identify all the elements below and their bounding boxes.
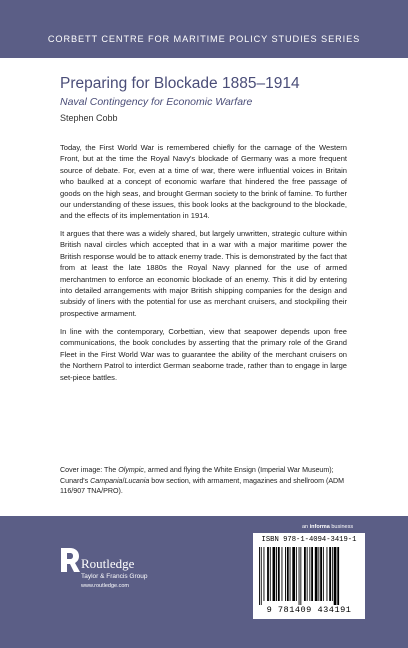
credit-mid: , armed and flying the White Ensign (Imperial War Museum); Cunard's: [60, 466, 334, 485]
book-title: Preparing for Blockade 1885–1914: [60, 75, 300, 92]
credit-suffix: bow section, with armament, magazines and shellroom (ADM 116/907 TNA/PRO).: [60, 476, 345, 495]
author-name: Stephen Cobb: [60, 113, 118, 123]
credit-ship-olympic: Olympic: [118, 466, 144, 474]
barcode-bar: [337, 547, 339, 605]
barcode-bar: [267, 547, 269, 601]
barcode-digits: 9 781409 434191: [266, 605, 352, 615]
barcode-bar: [299, 547, 300, 605]
barcode-bar: [296, 547, 297, 601]
credit-slash: /: [122, 476, 125, 485]
barcode-bar: [282, 547, 283, 601]
barcode-bar: [273, 547, 276, 601]
blurb-paragraph-3: In line with the contemporary, Corbettian, view that seapower depends upon free communications, the book concludes by asserting that the primary role of the Grand Fleet in the First World War was to guarantee the ability of the merchant cruisers on the Northern Patrol to interdict German seaborne trade, rather than to engage in large set-piece battles.: [60, 327, 347, 382]
barcode-bar: [278, 547, 280, 601]
barcode-bar: [300, 547, 301, 605]
credit-ship-lucania: Lucania: [124, 476, 150, 485]
routledge-logo-icon: [59, 542, 81, 586]
barcode-icon: [259, 547, 359, 605]
barcode-bar: [309, 547, 310, 601]
barcode-bar: [327, 547, 328, 601]
barcode-bar: [259, 547, 260, 605]
informa-prefix: an: [302, 524, 310, 530]
barcode-bar: [285, 547, 286, 601]
barcode-bar: [307, 547, 308, 601]
cover-credit: [60, 465, 360, 497]
blurb-paragraph-1: Today, the First World War is remembered chiefly for the carnage of the Western Front, but at the time the Royal Navy's blockade of Germany was a more frequent source of debate. For, even at a time of war, there were influential voices in Britain who baulked at a concept of economic warfare that hindered the free passage of goods on the high seas, and brought German society to the brink of famine. To further our understanding of these issues, this book looks at the background to the blockade, and the effects of its implementation in 1914.: [60, 143, 347, 221]
series-title: CORBETT CENTRE FOR MARITIME POLICY STUDIES SERIES: [47, 34, 361, 44]
informa-tagline: [302, 524, 353, 530]
barcode-panel: [253, 533, 365, 619]
informa-brand: informa: [309, 524, 330, 530]
blurb-paragraph-2: It argues that there was a widely shared, but largely unwritten, strategic culture within British naval circles which accepted that in a war with a major maritime power the British response would be to attack enemy trade. This is demonstrated by the fact that from at least the late 1880s the Royal Navy planned for the use of armed merchantmen to enforce an economic blockade of an enemy. This it did by entering into detailed arrangements with major British shipping companies for the design and subsidy of liners with the potential for use as merchant cruisers, and stockpiling their prospective armament.: [60, 229, 347, 318]
series-band: [0, 0, 408, 58]
book-subtitle: Naval Contingency for Economic Warfare: [60, 96, 253, 108]
publisher-url: www.routledge.com: [81, 583, 129, 589]
barcode-bar: [329, 547, 331, 601]
barcode-bar: [270, 547, 271, 601]
barcode-bar: [287, 547, 289, 601]
barcode-bar: [304, 547, 306, 601]
barcode-bar: [318, 547, 319, 601]
barcode-bar: [261, 547, 262, 605]
barcode-bar: [320, 547, 322, 601]
publisher-name: Routledge: [81, 556, 135, 571]
informa-suffix: business: [329, 524, 354, 530]
barcode-bar: [264, 547, 265, 601]
publisher-group: Taylor & Francis Group: [81, 573, 148, 580]
barcode-bar: [311, 547, 313, 601]
barcode-bar: [323, 547, 324, 601]
credit-prefix: Cover image: The: [60, 466, 119, 474]
barcode-bar: [292, 547, 295, 601]
credit-ship-campania: Campania: [90, 476, 123, 485]
isbn-label: ISBN 978-1-4094-3419-1: [261, 536, 357, 544]
publisher-logo: [55, 540, 151, 614]
barcode-bar: [276, 547, 277, 601]
barcode-bar: [332, 547, 333, 601]
barcode-bar: [290, 547, 291, 601]
barcode-bar: [334, 547, 337, 605]
barcode-bar: [315, 547, 318, 601]
